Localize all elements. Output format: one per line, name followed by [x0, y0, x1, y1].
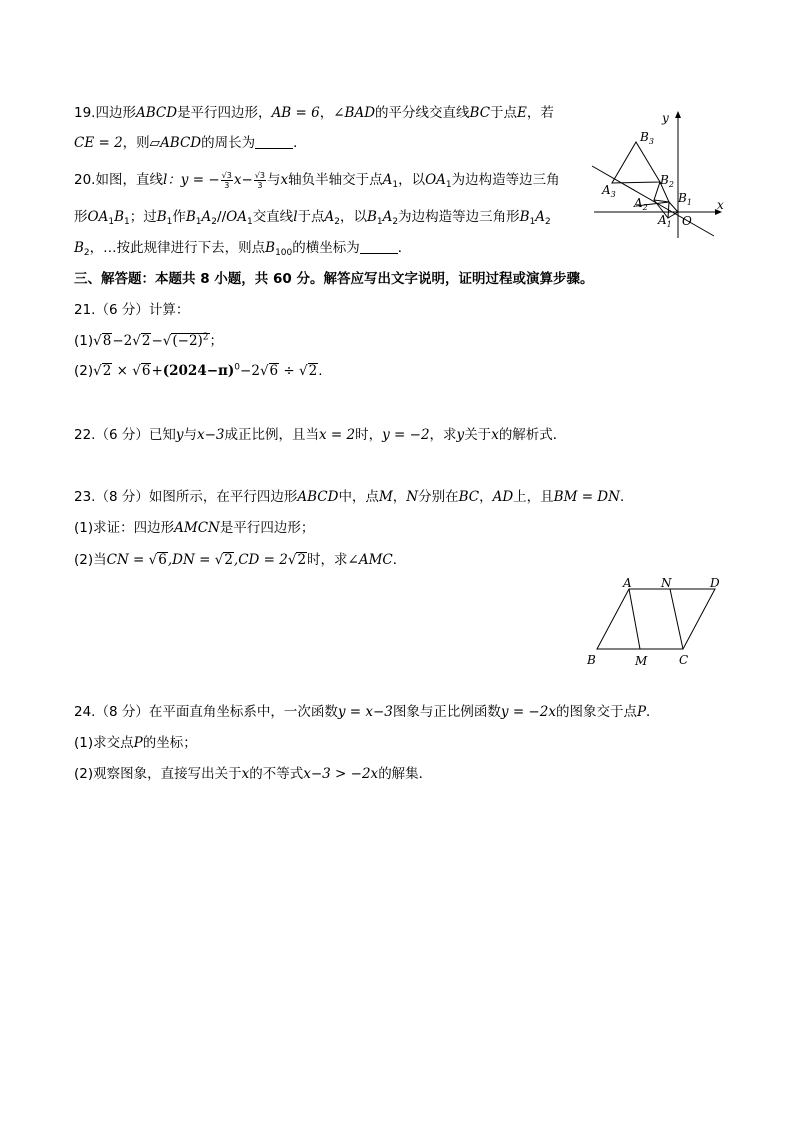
- label-B2: $B_2$: [660, 173, 674, 189]
- section-heading: 三、解答题：本题共 8 小题，共 60 分。解答应写出文字说明，证明过程或演算步骤。: [74, 271, 594, 287]
- label-D: D: [710, 576, 720, 590]
- label-A2: $A_2$: [634, 196, 648, 212]
- line-l: [592, 166, 714, 236]
- label-y: y: [662, 111, 669, 125]
- q21-part1: $(1)√8-2√2-√(-2)^2$；: [74, 332, 224, 349]
- fraction: $\frac{√3}{3}$: [254, 170, 265, 190]
- q19-line2: CE = 2，则▱ABCD的周长为 ．: [74, 135, 307, 151]
- q23-head: 23.（8 分）如图所示，在平行四边形ABCD中，点M，N分别在BC，AD上，且BM = DN．: [74, 489, 634, 505]
- q20-line2: 形$OA_1B_1$；过$B_1$作$B_1A_2//OA_1$交直线l于点$A_2$，以$B_1A_2$为边构造等边三角形$B_1A_2$: [74, 209, 551, 227]
- answer-blank: [360, 241, 398, 254]
- label-B1: $B_1$: [678, 191, 692, 207]
- q20-line3: $B_2$，…按此规律进行下去，则点$B_{100}$的横坐标为 ．: [74, 240, 412, 258]
- q20-figure: [590, 108, 740, 243]
- label-N: N: [661, 576, 672, 590]
- label-A: A: [623, 576, 632, 590]
- q23-part1: (1)求证：四边形AMCN是平行四边形；: [74, 520, 315, 536]
- triangle-3: [612, 142, 660, 183]
- parallelogram-abcd: [597, 589, 715, 649]
- label-A1: $A_1$: [658, 213, 672, 229]
- q22: 22.（6 分）已知y与x−3成正比例，且当x = 2时，y = −2，求y关于x的解析式．: [74, 427, 567, 443]
- label-B: B: [587, 653, 596, 667]
- label-x: x: [717, 198, 724, 212]
- answer-blank: [255, 136, 293, 149]
- label-O: O: [682, 214, 692, 228]
- q24-head: 24.（8 分）在平面直角坐标系中，一次函数y = x−3图象与正比例函数y = −2x的图象交于点P．: [74, 704, 660, 720]
- label-A3: $A_3$: [602, 183, 616, 199]
- label-C: C: [679, 653, 689, 667]
- segment-am: [629, 589, 640, 649]
- fraction: $\frac{√3}{3}$: [221, 170, 232, 190]
- q21-part2: $(2)√2 \times √6+(2024-\pi)^0-2√6 \div √2$.: [74, 362, 323, 379]
- q23-figure: [584, 574, 729, 670]
- y-axis-arrow: [675, 111, 681, 118]
- label-M: M: [635, 654, 648, 668]
- q20-line1: 20.如图，直线l：y = − $\frac{√3}{3}$ x− $\frac{√3}{3}$ 与x轴负半轴交于点$A_1$，以$OA_1$为边构造等边三角: [74, 170, 560, 190]
- segment-nc: [670, 589, 683, 649]
- q19-line1: 19.四边形ABCD是平行四边形，AB = 6，∠BAD的平分线交直线BC于点E，若: [74, 105, 554, 121]
- q24-part2: (2)观察图象，直接写出关于x的不等式x−3 > −2x的解集．: [74, 766, 433, 782]
- q21-head: 21.（6 分）计算：: [74, 302, 190, 318]
- q24-part1: (1)求交点P的坐标；: [74, 735, 197, 751]
- label-B3: $B_3$: [640, 130, 654, 146]
- q23-part2: (2)当CN = √6,DN = √2,CD = 2√2时，求∠AMC．: [74, 552, 407, 568]
